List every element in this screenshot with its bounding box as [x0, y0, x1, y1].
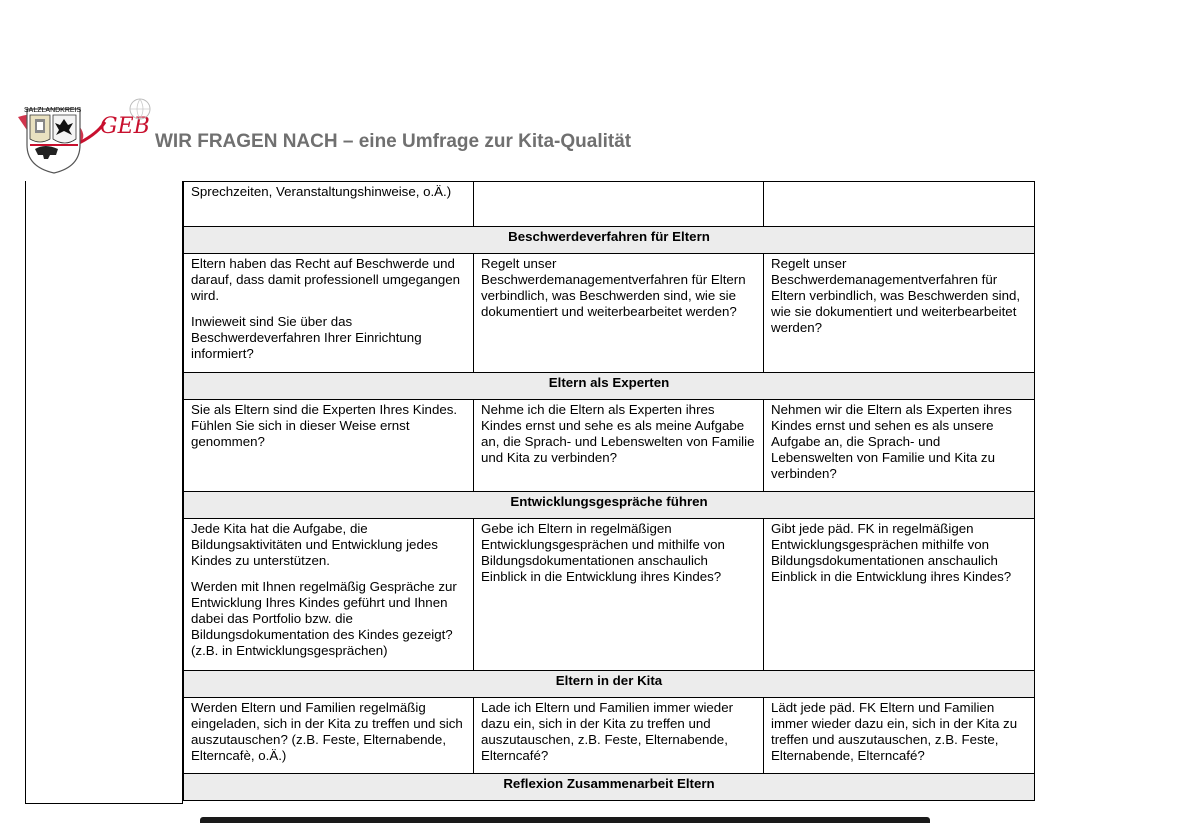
cell-text: Inwieweit sind Sie über das Beschwerdeverfahren Ihrer Einrichtung informiert? — [191, 314, 422, 361]
cell-team — [764, 254, 1035, 373]
cell-parents — [184, 254, 474, 373]
survey-table — [183, 181, 1035, 801]
cell-text: Sprechzeiten, Veranstaltungshinweise, o.Ä.) — [191, 184, 452, 199]
cell-text: Eltern haben das Recht auf Beschwerde und darauf, dass damit professionell umgegangen wird. — [191, 256, 461, 303]
cell-text: Lädt jede päd. FK Eltern und Familien immer wieder dazu ein, sich in der Kita zu treffen und auszutauschen, z.B. Feste, Elternabende, Elterncafé? — [771, 700, 1018, 763]
cell-parents — [184, 182, 474, 227]
section-heading-row — [184, 671, 1035, 698]
cell-team — [764, 519, 1035, 671]
cell-text: Lade ich Eltern und Familien immer wieder dazu ein, sich in der Kita zu treffen und auszutauschen, z.B. Feste, Elternabende, Elterncafé? — [481, 700, 734, 763]
table-row — [184, 400, 1035, 492]
cell-staff — [474, 698, 764, 774]
cell-text: Regelt unser Beschwerdemanagementverfahren für Eltern verbindlich, was Beschwerden sind, wie sie dokumentiert und weiterbearbeitet werden? — [481, 256, 746, 319]
logo-geb-text: GEB — [100, 114, 150, 139]
table-row — [184, 254, 1035, 373]
cell-text: Nehme ich die Eltern als Experten ihres Kindes ernst und sehe es als meine Aufgabe an, die Sprach- und Lebenswelten von Familie und Kita zu verbinden? — [481, 402, 755, 465]
cell-team — [764, 182, 1035, 227]
left-empty-column — [25, 181, 183, 804]
section-heading: Eltern in der Kita — [184, 671, 1035, 698]
section-heading-row — [184, 373, 1035, 400]
geb-logo — [10, 97, 160, 177]
section-heading-row — [184, 774, 1035, 801]
cell-text: Regelt unser Beschwerdemanagementverfahren für Eltern verbindlich, was Beschwerden sind, wie sie dokumentiert und weiterbearbeitet werden? — [771, 256, 1021, 335]
section-heading: Eltern als Experten — [184, 373, 1035, 400]
cell-text: Gibt jede päd. FK in regelmäßigen Entwicklungsgesprächen mithilfe von Bildungsdokumentationen anschaulich Einblick in die Entwicklung ihres Kindes? — [771, 521, 1012, 584]
table-row — [184, 182, 1035, 227]
section-heading: Reflexion Zusammenarbeit Eltern — [184, 774, 1035, 801]
cell-text: Gebe ich Eltern in regelmäßigen Entwicklungsgesprächen und mithilfe von Bildungsdokumentationen anschaulich Einblick in die Entwicklung ihres Kindes? — [481, 521, 725, 584]
section-heading: Beschwerdeverfahren für Eltern — [184, 227, 1035, 254]
table-row — [184, 698, 1035, 774]
cell-parents — [184, 519, 474, 671]
page-title: WIR FRAGEN NACH – eine Umfrage zur Kita-Qualität — [155, 131, 632, 152]
cell-parents — [184, 698, 474, 774]
section-heading-row — [184, 227, 1035, 254]
cell-staff — [474, 254, 764, 373]
cell-staff — [474, 519, 764, 671]
logo-region-text: SALZLANDKREIS — [24, 107, 82, 114]
cell-text: Jede Kita hat die Aufgabe, die Bildungsaktivitäten und Entwicklung jedes Kindes zu unterstützen. — [191, 521, 438, 568]
cell-staff — [474, 182, 764, 227]
page-header — [0, 95, 700, 180]
section-heading: Entwicklungsgespräche führen — [184, 492, 1035, 519]
cell-parents — [184, 400, 474, 492]
cell-text: Werden Eltern und Familien regelmäßig eingeladen, sich in der Kita zu treffen und sich auszutauschen? (z.B. Feste, Elternabende, Elterncafè, o.Ä.) — [191, 700, 463, 763]
cell-text: Werden mit Ihnen regelmäßig Gespräche zur Entwicklung Ihres Kindes geführt und Ihnen dabei das Portfolio bzw. die Bildungsdokumentation des Kindes gezeigt? (z.B. in Entwicklungsgesprächen) — [191, 579, 457, 658]
cell-team — [764, 400, 1035, 492]
table-row — [184, 519, 1035, 671]
cell-staff — [474, 400, 764, 492]
window-bottom-bar — [200, 817, 930, 823]
cell-team — [764, 698, 1035, 774]
cell-text: Sie als Eltern sind die Experten Ihres Kindes. Fühlen Sie sich in dieser Weise ernst genommen? — [191, 402, 458, 449]
cell-text: Nehmen wir die Eltern als Experten ihres Kindes ernst und sehen es als unsere Aufgabe an, die Sprach- und Lebenswelten von Familie und Kita zu verbinden? — [771, 402, 1012, 481]
section-heading-row — [184, 492, 1035, 519]
